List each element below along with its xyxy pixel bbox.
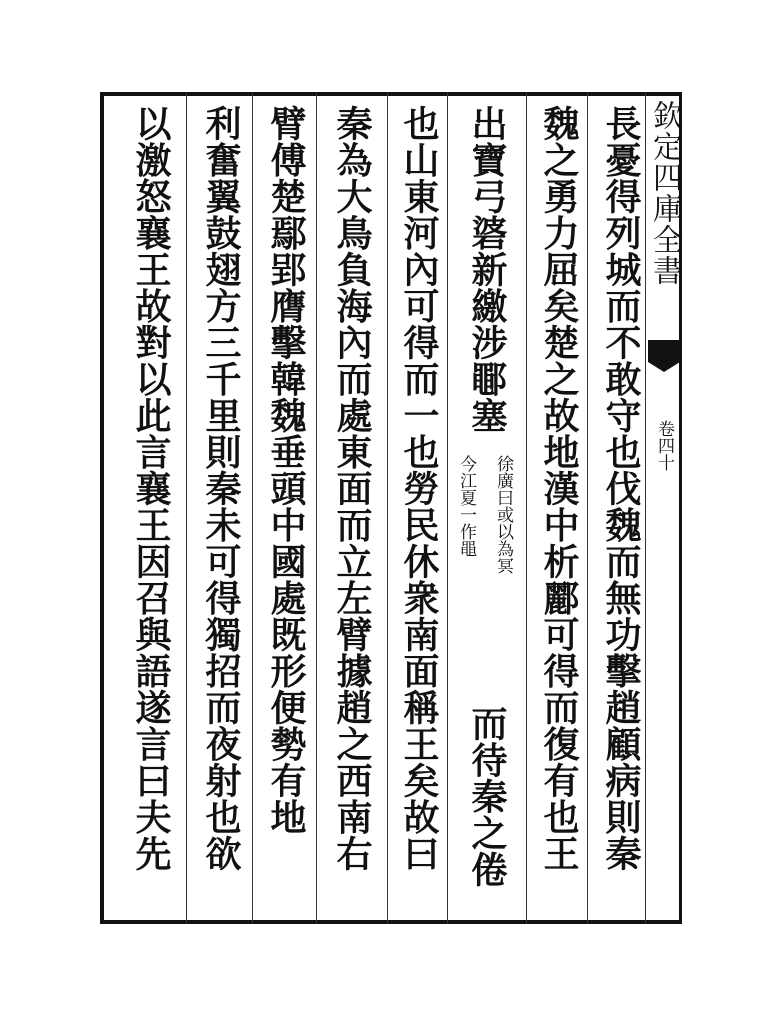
text-column-3-main: 出寶弓碆新繳涉鄳塞 bbox=[466, 105, 508, 434]
column-rule bbox=[447, 92, 448, 924]
commentary-left: 今江夏一作黽 bbox=[456, 455, 476, 557]
page-frame bbox=[100, 92, 682, 924]
text-column-4: 也山東河內可得而一也勞民休衆南面稱王矣故曰 bbox=[398, 105, 440, 872]
text-column-6: 臂傅楚鄢郢膺擊韓魏垂頭中國處既形便勢有地 bbox=[265, 105, 307, 835]
commentary-right: 徐廣曰或以為冥 bbox=[493, 455, 513, 574]
text-column-3-tail: 而待秦之倦 bbox=[466, 705, 508, 888]
column-rule bbox=[186, 92, 187, 924]
text-column-5: 秦為大鳥負海內而處東面而立左臂據趙之西南右 bbox=[331, 105, 373, 872]
text-column-7: 利奮翼鼓翅方三千里則秦未可得獨招而夜射也欲 bbox=[200, 105, 242, 872]
text-column-1: 長憂得列城而不敢守也伐魏而無功擊趙顧病則秦 bbox=[600, 105, 642, 872]
column-rule bbox=[526, 92, 527, 924]
column-rule bbox=[252, 92, 253, 924]
text-column-8: 以激怒襄王故對以此言襄王因召與語遂言曰夫先 bbox=[130, 105, 172, 872]
column-rule bbox=[587, 92, 588, 924]
margin-juan-number: 卷四十 bbox=[654, 420, 674, 471]
column-rule bbox=[387, 92, 388, 924]
fishtail-mark bbox=[648, 340, 680, 362]
margin-title: 欽定四庫全書 bbox=[647, 100, 682, 286]
text-column-2: 魏之勇力屈矣楚之故地漢中析酈可得而復有也王 bbox=[538, 105, 580, 872]
column-rule bbox=[316, 92, 317, 924]
